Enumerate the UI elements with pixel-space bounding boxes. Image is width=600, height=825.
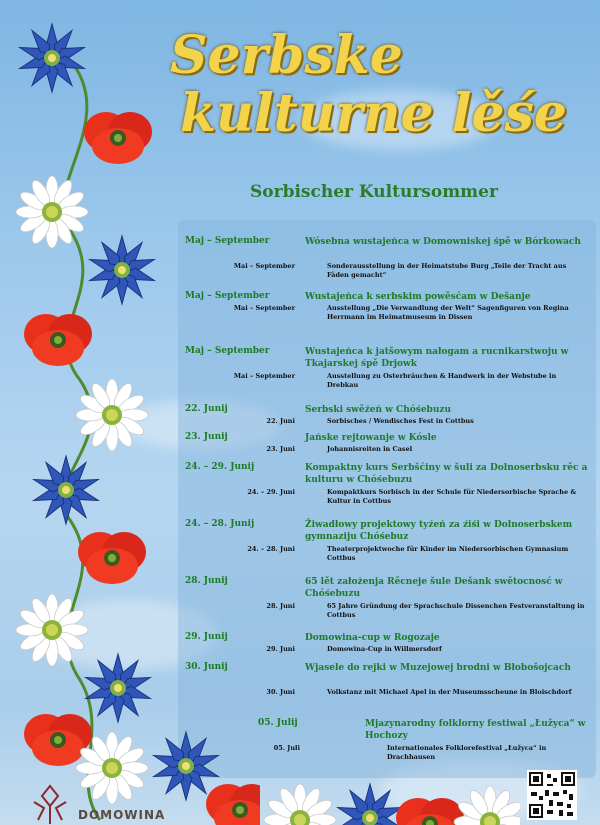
event-title-sorbian: Wósebna wustajeńca w Domowniskej śpě w Bórkowach [305, 237, 581, 247]
event-date-german: Mai – September [233, 304, 295, 312]
event-date-sorbian: 22. Junij [185, 404, 228, 414]
event-title-sorbian: Domowina-cup w Rogozaje [305, 633, 440, 643]
poppy-icon [206, 784, 260, 825]
event-title-german: Ausstellung zu Osterbräuchen & Handwerk in der Webstube in Drebkau [327, 372, 557, 389]
event-title-sorbian: Žiwadłowy projektowy tyźeń za źiśi w Dolnoserbskem gymnaziju Chóśebuz [305, 520, 573, 542]
event-title-german: Ausstellung „Die Verwandlung der Welt“ Sagenfiguren von Regina Herrmann im Heimatmuseum in Dissen [327, 304, 569, 321]
bottom-flowers [260, 780, 520, 825]
event-date-sorbian: Maj – September [185, 236, 270, 246]
poppy-icon [78, 532, 146, 584]
event-date-german: Mai – September [233, 262, 295, 270]
event-date-german: Mai – September [233, 372, 295, 380]
event-date-sorbian: Maj – September [185, 346, 270, 356]
event-date-german: 24. – 29. Juni [247, 488, 295, 496]
event-title-sorbian: 65 lět założenja Rěcneje šule Dešank swětocnosć w Chóśebuzu [305, 577, 563, 599]
event-title-german: Volkstanz mit Michael Apel in der Museumsscheune in Bloischdorf [327, 688, 572, 696]
event-title-german: Domowina-Cup in Willmersdorf [327, 645, 442, 653]
event-date-sorbian: 23. Junij [185, 432, 228, 442]
title-line-1: Serbske [170, 25, 403, 86]
event-title-german: Sonderausstellung in der Heimatstube Burg „Teile der Tracht aus Fäden gemacht“ [327, 262, 567, 279]
poppy-icon [24, 714, 92, 766]
cornflower-icon [152, 732, 220, 800]
event-date-german: 05. Juli [273, 744, 300, 752]
poppy-icon [24, 314, 92, 366]
cornflower-icon [336, 784, 404, 825]
event-title-sorbian: Serbski swěźeń w Chóśebuzu [305, 405, 452, 415]
event-date-german: 30. Juni [266, 688, 295, 696]
event-date-sorbian: 29. Junij [185, 632, 228, 642]
event-title-sorbian: Kompaktny kurs Serbšćiny w šuli za Dolnoserbsku rěc a kulturu w Chóśebuzu [305, 463, 588, 485]
event-title-german: Johannisreiten in Casel [327, 445, 413, 453]
event-title-sorbian: Wustajeńca k jatšowym nałogam a rucnikarstwoju w Tkajarskej śpě Drjowk [305, 347, 569, 369]
event-title-sorbian: Wustajeńca k serbskim powěsćam w Dešanje [305, 292, 531, 302]
flower-garland [0, 0, 260, 825]
event-title-sorbian: Mjazynarodny folklorny festiwal „Łužyca“ w Hochozy [365, 719, 586, 741]
event-title-german: Internationales Folklorefestival „Łužyca“ in Drachhausen [387, 744, 547, 761]
event-date-sorbian: 30. Junij [185, 662, 228, 672]
daisy-icon [264, 784, 336, 825]
event-title-sorbian: Jańske rejtowanje w Kósle [305, 433, 437, 443]
event-date-sorbian: 28. Junij [185, 576, 228, 586]
event-title-german: Theaterprojektwoche für Kinder im Niedersorbischen Gymnasium Cottbus [327, 545, 569, 562]
event-date-german: 22. Juni [266, 417, 295, 425]
event-title-german: 65 Jahre Gründung der Sprachschule Dissenchen Festveranstaltung in Cottbus [327, 602, 585, 619]
cornflower-icon [84, 654, 152, 722]
event-date-sorbian: 24. – 28. Junij [185, 519, 255, 529]
event-date-sorbian: Maj – September [185, 291, 270, 301]
event-date-german: 24. – 28. Juni [247, 545, 295, 553]
daisy-icon [454, 786, 520, 825]
cornflower-icon [32, 456, 100, 524]
poppy-icon [84, 112, 152, 164]
event-date-sorbian: 24. – 29. Junij [185, 462, 255, 472]
poster-subtitle: Sorbischer Kultursommer [250, 182, 498, 202]
event-title-german: Kompaktkurs Sorbisch in der Schule für Niedersorbische Sprache & Kultur in Cottbus [327, 488, 577, 505]
cornflower-icon [88, 236, 156, 304]
event-title-sorbian: Wjasele do rejki w Muzejowej brodni w Błobošojcach [305, 663, 571, 673]
event-title-german: Sorbisches / Wendisches Fest in Cottbus [327, 417, 474, 425]
event-date-sorbian: 05. Julij [258, 718, 298, 728]
domowina-logo-icon [28, 782, 72, 825]
daisy-icon [16, 594, 88, 666]
event-date-german: 29. Juni [266, 645, 295, 653]
qr-code-icon [527, 770, 577, 820]
daisy-icon [16, 176, 88, 248]
title-line-2: kulturne lěśe [180, 83, 568, 144]
cornflower-icon [18, 24, 86, 92]
event-date-german: 28. Juni [266, 602, 295, 610]
event-date-german: 23. Juni [266, 445, 295, 453]
logo-name: DOMOWINA [78, 808, 166, 822]
